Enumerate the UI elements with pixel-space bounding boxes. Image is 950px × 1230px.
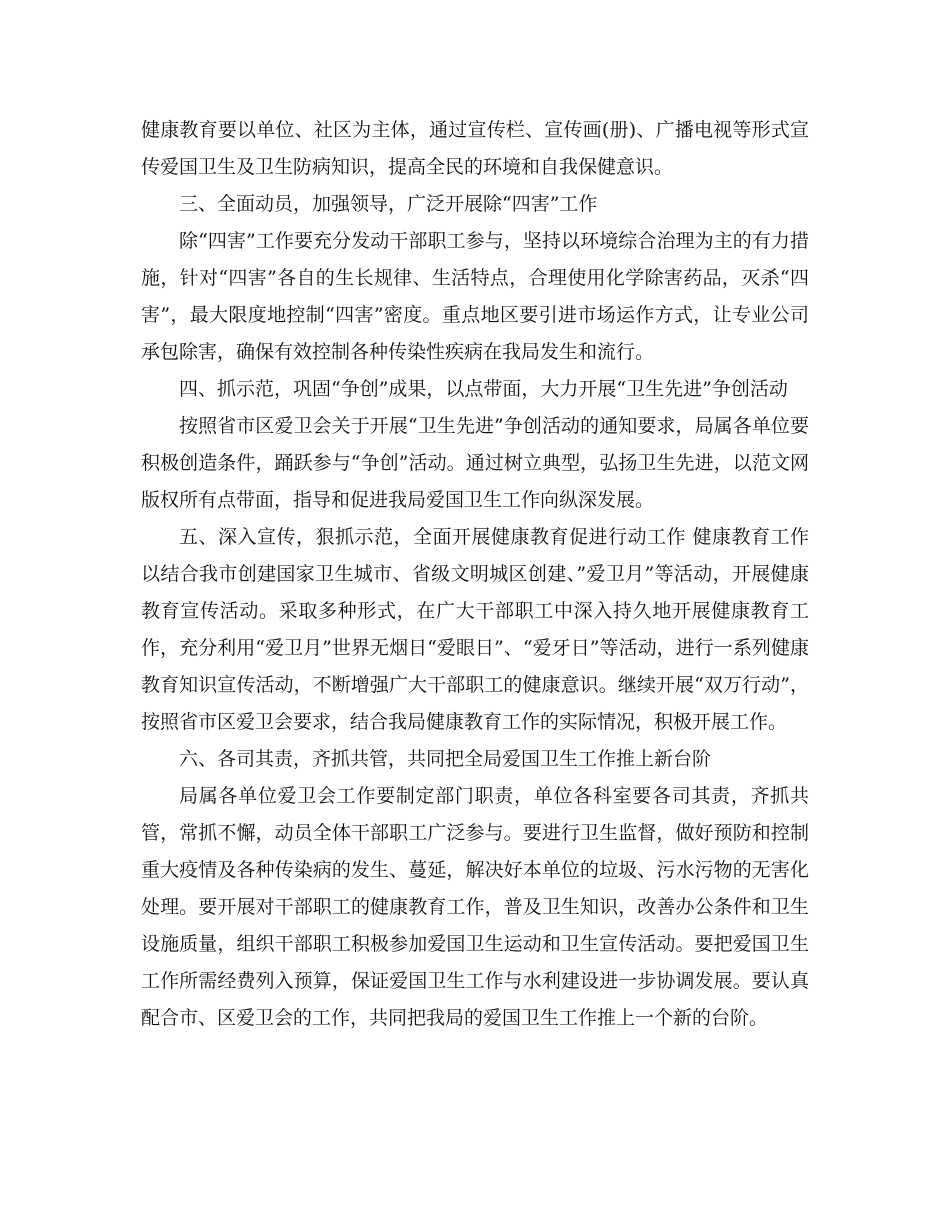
paragraph-section-five-publicity: 五、深入宣传，狠抓示范，全面开展健康教育促进行动工作 健康教育工作以结合我市创建国家卫生城市、省级文明城区创建、”爱卫月”等活动，开展健康教育宣传活动。采取多种形式，在广大干部职工中深入持久地开展健康教育工作，充分利用“爱卫月”世界无烟日“爱眼日”、“爱牙日”等活动，进行一系列健康教育知识宣传活动，不断增强广大干部职工的健康意识。继续开展“双万行动”，按照省市区爱卫会要求，结合我局健康教育工作的实际情况，积极开展工作。 xyxy=(141,526,809,733)
section-heading-four: 四、抓示范，巩固“争创”成果，以点带面，大力开展“卫生先进”争创活动 xyxy=(179,378,788,400)
document-body xyxy=(141,112,809,1037)
section-heading-six: 六、各司其责，齐抓共管，共同把全局爱国卫生工作推上新台阶 xyxy=(179,748,712,770)
paragraph-health-advanced-campaign: 按照省市区爱卫会关于开展“卫生先进”争创活动的通知要求，局属各单位要积极创造条件，踊跃参与“争创”活动。通过树立典型，弘扬卫生先进，以范文网版权所有点带面，指导和促进我局爱国卫生工作向纵深发展。 xyxy=(141,415,809,511)
paragraph-responsibilities: 局属各单位爱卫会工作要制定部门职责，单位各科室要各司其责，齐抓共管，常抓不懈，动员全体干部职工广泛参与。要进行卫生监督，做好预防和控制重大疫情及各种传染病的发生、蔓延，解决好本单位的垃圾、污水污物的无害化处理。要开展对干部职工的健康教育工作，普及卫生知识，改善办公条件和卫生设施质量，组织干部职工积极参加爱国卫生运动和卫生宣传活动。要把爱国卫生工作所需经费列入预算，保证爱国卫生工作与水利建设进一步协调发展。要认真配合市、区爱卫会的工作，共同把我局的爱国卫生工作推上一个新的台阶。 xyxy=(141,785,809,1029)
paragraph-health-education-continuation: 健康教育要以单位、社区为主体，通过宣传栏、宣传画(册)、广播电视等形式宣传爱国卫生及卫生防病知识，提高全民的环境和自我保健意识。 xyxy=(141,119,809,178)
section-heading-three: 三、全面动员，加强领导，广泛开展除“四害”工作 xyxy=(179,193,598,215)
paragraph-pest-control: 除“四害”工作要充分发动干部职工参与，坚持以环境综合治理为主的有力措施，针对“四害”各自的生长规律、生活特点，合理使用化学除害药品，灭杀“四害”，最大限度地控制“四害”密度。重点地区要引进市场运作方式，让专业公司承包除害，确保有效控制各种传染性疾病在我局发生和流行。 xyxy=(141,230,809,363)
